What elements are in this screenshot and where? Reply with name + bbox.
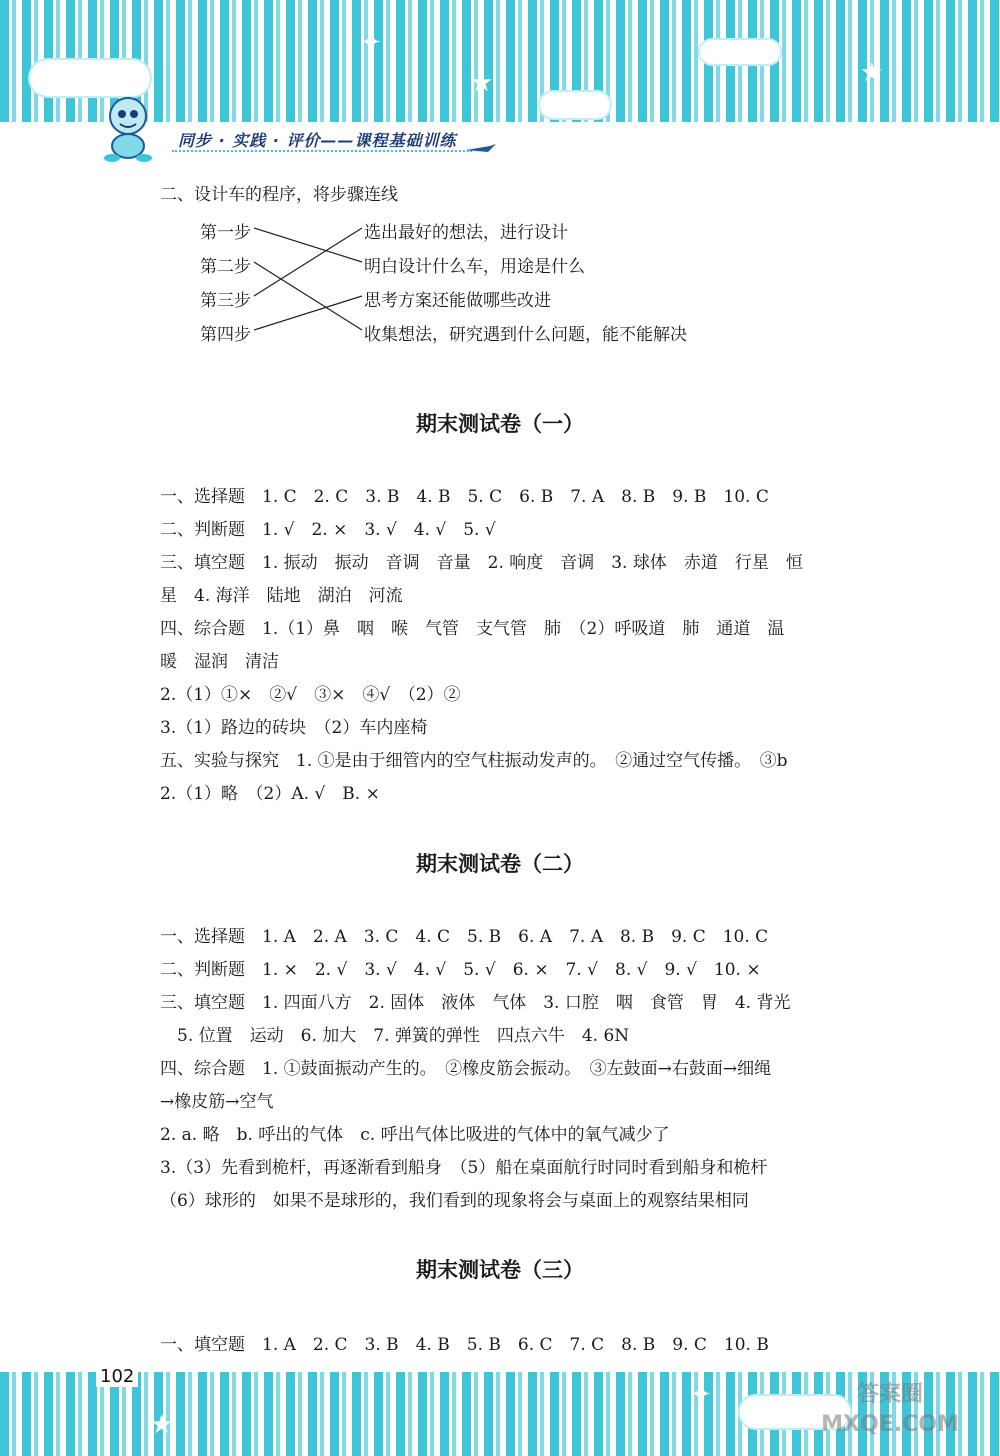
step-description: 思考方案还能做哪些改进 (364, 291, 551, 311)
step-label: 第一步 (200, 223, 251, 243)
exam1-title: 期末测试卷（一） (416, 412, 584, 436)
answer-line: 四、综合题 1.（1）鼻 咽 喉 气管 支气管 肺 （2）呼吸道 肺 通道 温 (160, 619, 785, 639)
exam2-title: 期末测试卷（二） (416, 852, 584, 876)
answer-line: 2.（1）①× ②√ ③× ④√ （2）② (160, 685, 461, 705)
step-label: 第三步 (200, 291, 251, 311)
answer-line: 四、综合题 1. ①鼓面振动产生的。 ②橡皮筋会振动。 ③左鼓面→右鼓面→细绳 (160, 1059, 772, 1079)
answer-line: 一、选择题 1. C 2. C 3. B 4. B 5. C 6. B 7. A 8. B 9. B 10. C (160, 487, 769, 507)
step-description: 选出最好的想法，进行设计 (364, 223, 568, 243)
star-icon: ★ (860, 58, 884, 88)
answer-line: 五、实验与探究 1. ①是由于细管内的空气柱振动发声的。 ②通过空气传播。 ③b (160, 751, 788, 771)
answer-line: 3.（1）路边的砖块 （2）车内座椅 (160, 718, 428, 738)
page-number: 102 (96, 1366, 138, 1387)
answer-line: →橡皮筋→空气 (160, 1092, 274, 1112)
answer-line: 三、填空题 1. 四面八方 2. 固体 液体 气体 3. 口腔 咽 食管 胃 4. 背光 (160, 993, 791, 1013)
connector-line (254, 228, 362, 296)
star-icon: ★ (470, 68, 494, 98)
star-icon: ✦ (690, 1380, 712, 1410)
star-icon: ✦ (360, 28, 382, 58)
answer-line: （6）球形的 如果不是球形的，我们看到的现象将会与桌面上的观察结果相同 (160, 1191, 749, 1211)
answer-line: 3.（3）先看到桅杆，再逐渐看到船身 （5）船在桌面航行时同时看到船身和桅杆 (160, 1158, 768, 1178)
step-description: 收集想法，研究遇到什么问题，能不能解决 (364, 325, 687, 345)
header-title: 同步 · 实践 · 评价——课程基础训练 (178, 131, 457, 150)
connector-line (254, 296, 362, 330)
step-label: 第四步 (200, 325, 251, 345)
answer-line: 2.（1）略 （2）A. √ B. × (160, 784, 380, 804)
matching-lines (0, 0, 1000, 400)
answer-line: 二、判断题 1. × 2. √ 3. √ 4. √ 5. √ 6. × 7. √ 8. √ 9. √ 10. × (160, 960, 761, 980)
answer-line: 暖 湿润 清洁 (160, 652, 279, 672)
connector-line (254, 262, 362, 330)
step-label: 第二步 (200, 257, 251, 277)
watermark: 答案圈 MXQE.COM (821, 1382, 959, 1437)
matching-heading: 二、设计车的程序，将步骤连线 (160, 185, 398, 205)
answer-line: 2. a. 略 b. 呼出的气体 c. 呼出气体比吸进的气体中的氧气减少了 (160, 1125, 670, 1145)
answer-line: 二、判断题 1. √ 2. × 3. √ 4. √ 5. √ (160, 520, 496, 540)
answer-line: 5. 位置 运动 6. 加大 7. 弹簧的弹性 四点六牛 4. 6N (160, 1026, 630, 1046)
answer-line: 星 4. 海洋 陆地 湖泊 河流 (160, 586, 403, 606)
answer-line: 一、填空题 1. A 2. C 3. B 4. B 5. B 6. C 7. C 8. B 9. C 10. B (160, 1335, 769, 1355)
answer-line: 一、选择题 1. A 2. A 3. C 4. C 5. B 6. A 7. A 8. B 9. C 10. C (160, 927, 769, 947)
step-description: 明白设计什么车，用途是什么 (364, 257, 585, 277)
star-icon: ★ (150, 1410, 174, 1440)
answer-line: 三、填空题 1. 振动 振动 音调 音量 2. 响度 音调 3. 球体 赤道 行星 恒 (160, 553, 803, 573)
connector-line (254, 228, 362, 262)
exam3-title: 期末测试卷（三） (416, 1258, 584, 1282)
footer-banner (0, 1372, 1000, 1456)
